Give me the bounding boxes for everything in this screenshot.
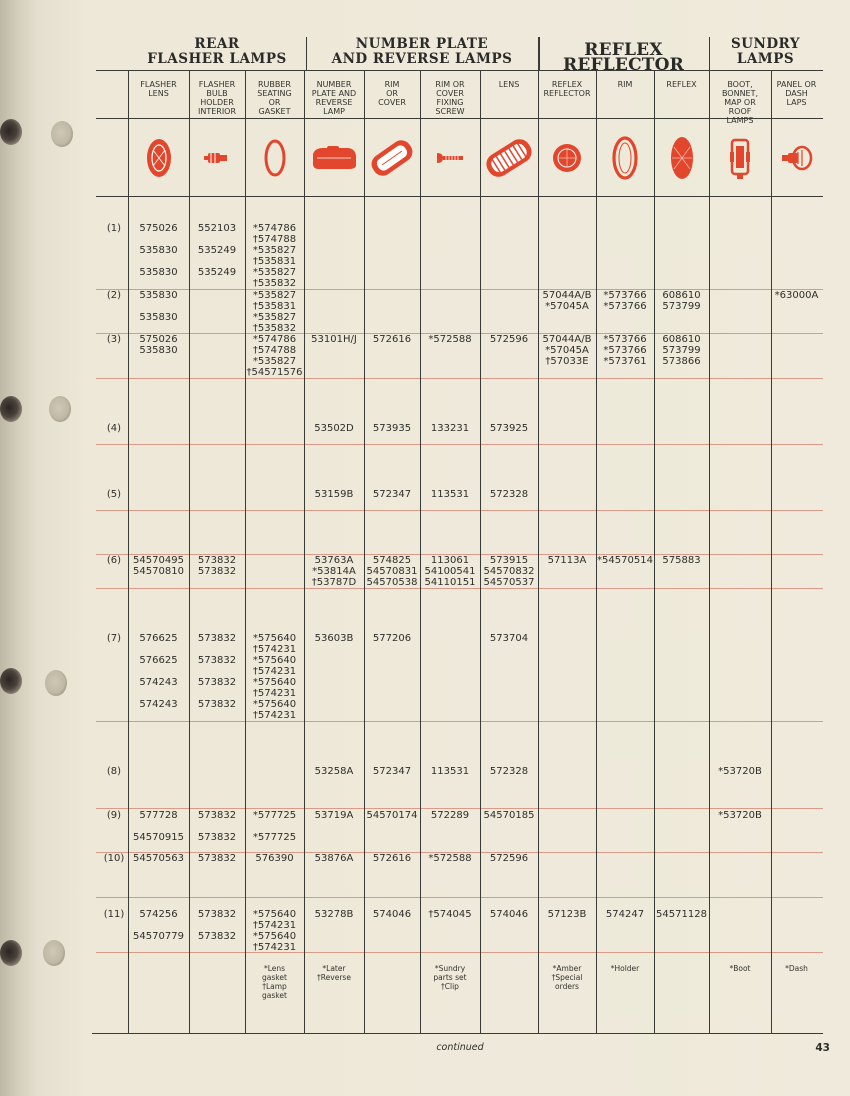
table-cell: 608610 573799 — [662, 290, 701, 312]
table-cell: *577725 *577725 — [252, 810, 297, 843]
table-cell: 57044A/B *57045A †57033E — [542, 334, 592, 367]
column-header: RIM — [617, 80, 633, 89]
table-cell: 576625 576625 574243 574243 — [139, 633, 178, 710]
plate-lens-icon — [480, 126, 538, 190]
row-label: (10) — [103, 853, 125, 864]
flasher-lens-icon — [128, 126, 189, 190]
column-header: FLASHER LENS — [140, 80, 177, 98]
table-cell: *63000A — [774, 290, 819, 301]
reflector-rim-icon — [596, 126, 654, 190]
table-cell: 573832 573832 — [197, 909, 237, 942]
column-footnote: *Later †Reverse — [317, 964, 351, 982]
row-separator — [96, 510, 823, 511]
column-header: REFLEX — [666, 80, 697, 89]
group-title-rear-flasher: REAR FLASHER LAMPS — [147, 36, 287, 67]
column-rule — [245, 70, 246, 1033]
table-cell: 54570174 — [366, 810, 418, 821]
row-separator — [96, 721, 823, 722]
page-number: 43 — [815, 1042, 830, 1054]
table-cell: 113531 — [430, 489, 470, 500]
rim-cover-icon — [364, 126, 420, 190]
row-label: (9) — [106, 810, 122, 821]
column-header: LENS — [498, 80, 520, 89]
table-cell: 535830 535830 — [139, 290, 178, 323]
punch-hole — [49, 396, 71, 422]
table-cell: 575883 — [662, 555, 701, 566]
gasket-ring-icon — [245, 126, 304, 190]
table-cell: 54570495 54570810 — [133, 555, 184, 577]
punch-hole — [51, 121, 73, 147]
table-cell: 573925 — [489, 423, 529, 434]
panel-lamp-icon — [771, 126, 822, 190]
reflex-lens-icon — [654, 126, 709, 190]
table-cell: 53101H/J — [311, 334, 357, 345]
table-cell: 573832 — [197, 853, 237, 864]
table-cell: 572347 — [372, 489, 412, 500]
table-cell: 573704 — [489, 633, 529, 644]
group-title-reflex: REFLEX REFLECTOR — [563, 40, 684, 75]
number-plate-lamp-icon — [304, 126, 364, 190]
punch-hole — [0, 668, 22, 694]
column-rule — [538, 70, 539, 1033]
table-cell: 574256 54570779 — [133, 909, 184, 942]
row-separator — [96, 588, 823, 589]
table-cell: 572596 — [489, 853, 529, 864]
row-label: (1) — [106, 223, 122, 234]
table-cell: *574786 †574788 *535827 †535831 *535827 †535832 — [252, 223, 297, 289]
row-label: (8) — [106, 766, 122, 777]
table-cell: 53159B — [314, 489, 354, 500]
punch-hole — [0, 940, 22, 966]
table-cell: †574045 — [428, 909, 472, 920]
column-footnote: *Dash — [785, 964, 808, 973]
column-header: BOOT, BONNET, MAP OR ROOF LAMPS — [721, 80, 759, 125]
table-cell: 574046 — [372, 909, 412, 920]
row-label: (6) — [106, 555, 122, 566]
table-cell: 572596 — [489, 334, 529, 345]
table-cell: 572347 — [372, 766, 412, 777]
table-cell: 573832 573832 — [197, 810, 237, 843]
continued-label: continued — [436, 1042, 484, 1053]
table-cell: *573766 *573766 — [603, 290, 647, 312]
table-cell: 572616 — [372, 853, 412, 864]
table-cell: 53763A *53814A †53787D — [311, 555, 357, 588]
table-cell: *54570514 — [597, 555, 653, 566]
row-separator — [96, 289, 823, 290]
row-separator — [96, 444, 823, 445]
table-cell: 575026 535830 — [139, 334, 178, 356]
row-label: (5) — [106, 489, 122, 500]
table-cell: 573935 — [372, 423, 412, 434]
table-cell: 53502D — [314, 423, 354, 434]
table-cell: 57044A/B *57045A — [542, 290, 592, 312]
table-cell: 53876A — [314, 853, 354, 864]
row-separator — [96, 808, 823, 809]
row-label: (2) — [106, 290, 122, 301]
column-rule — [128, 70, 129, 1033]
column-rule — [480, 70, 481, 1033]
column-rule — [420, 70, 421, 1033]
table-cell: *572588 — [428, 334, 472, 345]
column-rule — [189, 70, 190, 1033]
column-rule — [364, 70, 365, 1033]
table-cell: 133231 — [430, 423, 470, 434]
bulb-holder-icon — [189, 126, 245, 190]
punch-hole — [43, 940, 65, 966]
column-footnote: *Lens gasket †Lamp gasket — [262, 964, 287, 1000]
row-label: (7) — [106, 633, 122, 644]
table-cell: 53258A — [314, 766, 354, 777]
table-cell: 608610 573799 573866 — [662, 334, 701, 367]
column-footnote: *Amber †Special orders — [551, 964, 583, 991]
table-cell: *574786 †574788 *535827 †54571576 — [246, 334, 303, 378]
table-cell: 574825 54570831 54570538 — [366, 555, 418, 588]
table-cell: 53278B — [314, 909, 354, 920]
table-cell: 577728 54570915 — [133, 810, 184, 843]
row-label: (11) — [103, 909, 125, 920]
column-footnote: *Sundry parts set †Clip — [433, 964, 467, 991]
row-label: (4) — [106, 423, 122, 434]
table-cell: 574046 — [489, 909, 529, 920]
column-header: PANEL OR DASH LAPS — [776, 80, 817, 107]
table-cell: *575640 †574231 *575640 †574231 *575640 †574231 *575640 †574231 — [252, 633, 297, 721]
column-rule — [596, 70, 597, 1033]
fixing-screw-icon — [420, 126, 480, 190]
row-label: (3) — [106, 334, 122, 345]
header-top-rule — [96, 70, 823, 71]
punch-hole — [0, 119, 22, 145]
binding-edge — [0, 0, 38, 1096]
reflex-reflector-icon — [538, 126, 596, 190]
table-cell: 572328 — [489, 489, 529, 500]
table-cell: 575026 535830 535830 — [139, 223, 178, 278]
table-cell: 57113A — [547, 555, 587, 566]
table-cell: 53603B — [314, 633, 354, 644]
column-header: RIM OR COVER — [378, 80, 406, 107]
boot-lamp-icon — [709, 126, 771, 190]
icon-row-rule — [96, 196, 823, 197]
group-title-number-plate: NUMBER PLATE AND REVERSE LAMPS — [331, 36, 513, 67]
column-rule — [709, 70, 710, 1033]
row-separator — [96, 952, 823, 953]
table-cell: 572289 — [430, 810, 470, 821]
table-cell: 54570563 — [133, 853, 184, 864]
row-separator — [96, 897, 823, 898]
column-header: NUMBER PLATE AND REVERSE LAMP — [311, 80, 357, 116]
table-cell: *53720B — [718, 766, 762, 777]
row-separator — [96, 378, 823, 379]
table-cell: *53720B — [718, 810, 762, 821]
table-cell: 552103 535249 535249 — [197, 223, 237, 278]
table-cell: *575640 †574231 *575640 †574231 — [252, 909, 297, 953]
column-header: REFLEX REFLECTOR — [543, 80, 591, 98]
table-cell: 113531 — [430, 766, 470, 777]
table-cell: 572616 — [372, 334, 412, 345]
table-cell: 572328 — [489, 766, 529, 777]
column-footnote: *Holder — [610, 964, 640, 973]
table-cell: 573832 573832 — [197, 555, 237, 577]
table-cell: 113061 54100541 54110151 — [424, 555, 476, 588]
column-header: RIM OR COVER FIXING SCREW — [435, 80, 465, 116]
column-header: FLASHER BULB HOLDER INTERIOR — [197, 80, 237, 116]
column-header: RUBBER SEATING OR GASKET — [257, 80, 292, 116]
table-bottom-rule — [92, 1033, 823, 1034]
table-cell: 54570185 — [483, 810, 535, 821]
column-footnote: *Boot — [729, 964, 751, 973]
group-title-sundry: SUNDRY LAMPS — [730, 36, 800, 67]
table-cell: 577206 — [372, 633, 412, 644]
column-rule — [654, 70, 655, 1033]
column-rule — [304, 70, 305, 1033]
punch-hole — [0, 396, 22, 422]
table-cell: 573832 573832 573832 573832 — [197, 633, 237, 710]
table-cell: 576390 — [255, 853, 294, 864]
table-cell: *535827 †535831 *535827 †535832 — [252, 290, 297, 334]
table-cell: *573766 *573766 *573761 — [603, 334, 647, 367]
table-cell: 57123B — [547, 909, 587, 920]
column-rule — [771, 70, 772, 1033]
table-cell: 574247 — [605, 909, 645, 920]
table-cell: 54571128 — [656, 909, 707, 920]
table-cell: 53719A — [314, 810, 354, 821]
punch-hole — [45, 670, 67, 696]
table-cell: 573915 54570832 54570537 — [483, 555, 535, 588]
table-cell: *572588 — [428, 853, 472, 864]
